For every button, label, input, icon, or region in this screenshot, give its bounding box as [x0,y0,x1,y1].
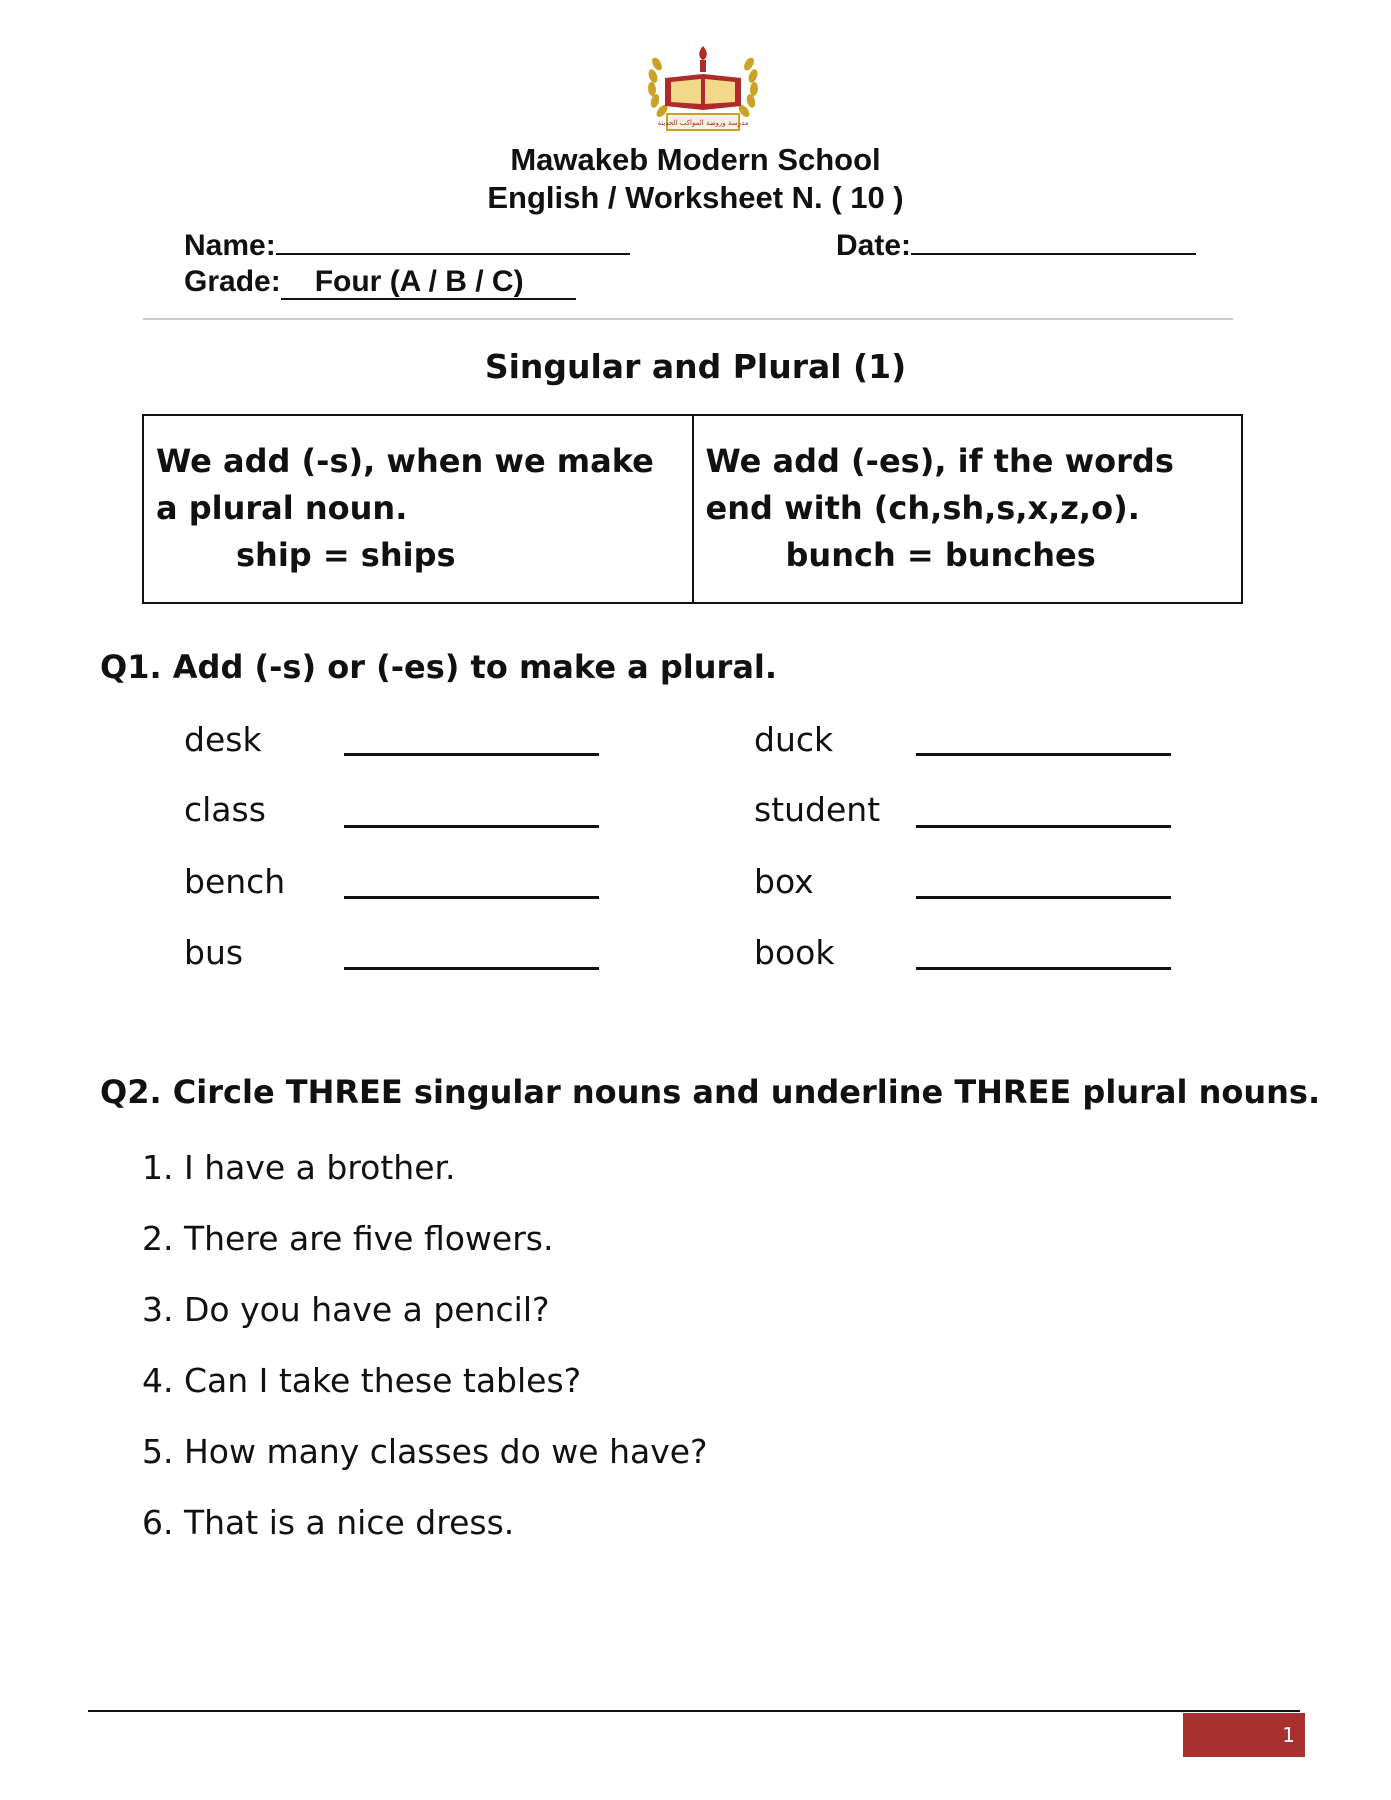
name-line[interactable] [276,223,630,255]
q2-sentence: 1. I have a brother. [142,1148,456,1187]
torch-icon [699,46,707,72]
footer-divider [88,1710,1300,1712]
answer-blank[interactable] [344,967,599,970]
page-number: 1 [1183,1713,1305,1757]
rule-example: ship = ships [236,536,456,574]
answer-blank[interactable] [344,825,599,828]
q2-heading: Q2. Circle THREE singular nouns and underline THREE plural nouns. [100,1073,1321,1111]
date-line[interactable] [911,223,1196,255]
name-field[interactable] [184,223,630,263]
header-divider [143,318,1233,320]
rules-table [142,414,1243,604]
q2-sentence: 3. Do you have a pencil? [142,1290,550,1329]
answer-blank[interactable] [916,753,1171,756]
rule-example: bunch = bunches [785,536,1096,574]
q2-sentence: 2. There are five flowers. [142,1219,554,1258]
q1-word: class [184,790,266,829]
q1-word: book [754,933,835,972]
q1-word: bus [184,933,244,972]
q1-heading: Q1. Add (-s) or (-es) to make a plural. [100,648,778,686]
answer-blank[interactable] [916,896,1171,899]
name-label: Name: [184,229,276,262]
rule-cell-es [692,416,1242,602]
grade-field [184,265,576,299]
q2-sentence: 4. Can I take these tables? [142,1361,582,1400]
q1-word: duck [754,720,834,759]
answer-blank[interactable] [344,753,599,756]
rule-cell-s [144,416,692,602]
answer-blank[interactable] [916,825,1171,828]
q1-word: student [754,790,881,829]
logo-banner-text: مدرسة وروضة المواكب الحديثة [657,119,749,127]
date-field[interactable] [836,223,1196,263]
q1-word: desk [184,720,262,759]
school-logo [643,44,763,140]
answer-blank[interactable] [916,967,1171,970]
worksheet-title: English / Worksheet N. ( 10 ) [487,180,904,215]
rule-text: We add (-s), when we make a plural noun. [156,442,654,527]
book-icon [665,74,741,110]
q2-sentence: 5. How many classes do we have? [142,1432,708,1471]
rule-text: We add (-es), if the words end with (ch,sh,s,x,z,o). [705,442,1174,527]
q1-word: box [754,862,814,901]
section-title: Singular and Plural (1) [484,347,907,386]
grade-label: Grade: [184,265,281,298]
answer-blank[interactable] [344,896,599,899]
date-label: Date: [836,229,912,262]
school-name: Mawakeb Modern School [510,142,881,177]
grade-value: Four (A / B / C) [281,265,576,300]
q1-word: bench [184,862,286,901]
q2-sentence: 6. That is a nice dress. [142,1503,515,1542]
